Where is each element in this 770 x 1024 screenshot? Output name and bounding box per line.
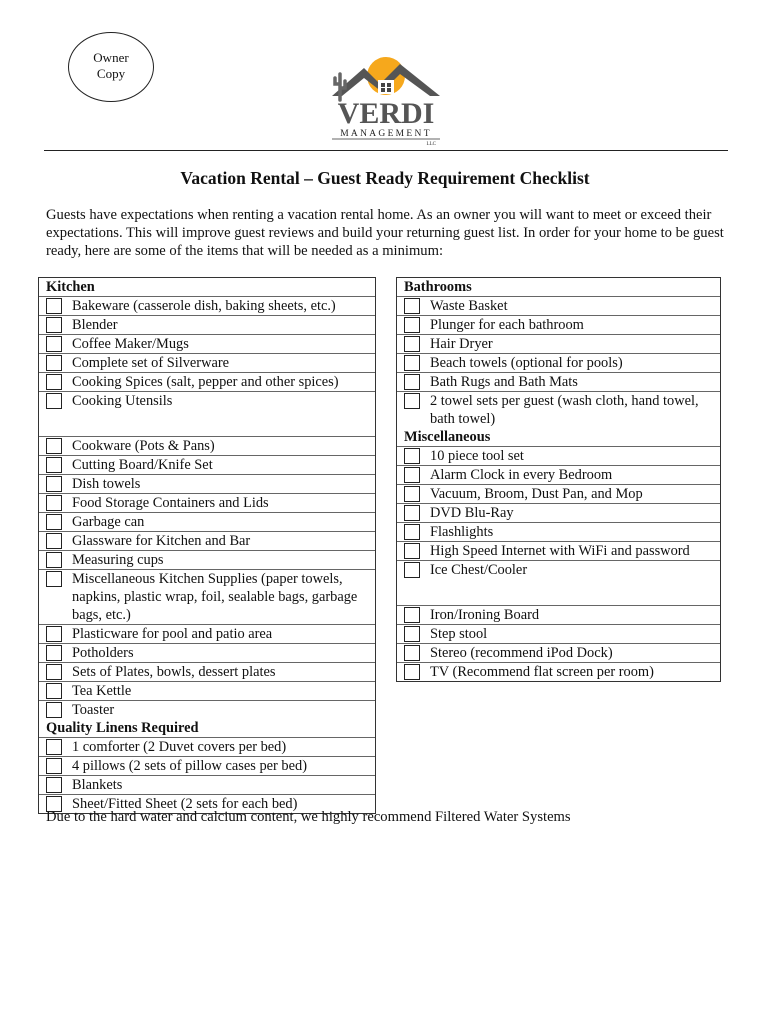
checklist-item-label: Coffee Maker/Mugs	[72, 336, 189, 352]
checkbox[interactable]	[46, 739, 62, 755]
checkbox[interactable]	[404, 374, 420, 390]
checklist-item	[39, 663, 375, 682]
checklist-item-label: Hair Dryer	[430, 336, 493, 352]
checklist-item-label: Potholders	[72, 645, 134, 661]
checklist-item	[39, 532, 375, 551]
checklist-item	[39, 297, 375, 316]
checkbox[interactable]	[404, 486, 420, 502]
checklist-item-label: Tea Kettle	[72, 683, 132, 699]
logo-llc: LLC	[426, 142, 436, 147]
checklist-item-label: Vacuum, Broom, Dust Pan, and Mop	[430, 486, 643, 502]
checklist-item-label: Cutting Board/Knife Set	[72, 457, 213, 473]
checkbox[interactable]	[46, 336, 62, 352]
checklist-item-label: Step stool	[430, 626, 488, 642]
checklist-item	[39, 551, 375, 570]
checklist-item	[39, 570, 375, 625]
checkbox[interactable]	[404, 626, 420, 642]
checklist-item	[397, 316, 720, 335]
checklist-item-label: Bakeware (casserole dish, baking sheets, etc.)	[72, 298, 336, 314]
checklist-item-label: Flashlights	[430, 524, 494, 540]
checklist-item	[397, 447, 720, 466]
checklist-item	[397, 561, 720, 579]
checkbox[interactable]	[46, 664, 62, 680]
checklist-item-label: Cookware (Pots & Pans)	[72, 438, 215, 454]
checklist-item-label: Stereo (recommend iPod Dock)	[430, 645, 613, 661]
checkbox[interactable]	[46, 438, 62, 454]
checklist-item	[39, 701, 375, 719]
checkbox[interactable]	[404, 664, 420, 680]
bathrooms-heading: Bathrooms	[397, 278, 720, 297]
checkbox[interactable]	[404, 524, 420, 540]
checklist-item	[39, 682, 375, 701]
owner-copy-stamp	[68, 32, 154, 102]
checklist-item-label: Beach towels (optional for pools)	[430, 355, 623, 371]
checklist-item-label: Glassware for Kitchen and Bar	[72, 533, 251, 549]
checklist-item-label: Alarm Clock in every Bedroom	[430, 467, 613, 483]
checkbox[interactable]	[46, 626, 62, 642]
checklist-item	[39, 456, 375, 475]
checklist-item	[39, 644, 375, 663]
logo-name: VERDI	[337, 97, 435, 130]
checklist-item-label: Measuring cups	[72, 552, 164, 568]
checklist-item	[397, 466, 720, 485]
checkbox[interactable]	[46, 457, 62, 473]
checkbox[interactable]	[404, 645, 420, 661]
checkbox[interactable]	[46, 683, 62, 699]
kitchen-heading: Kitchen	[39, 278, 375, 297]
checklist-item-label: Cooking Spices (salt, pepper and other spices)	[72, 374, 339, 390]
checklist-item-label: DVD Blu-Ray	[430, 505, 514, 521]
checklist-item	[39, 475, 375, 494]
checklist-item	[39, 316, 375, 335]
checkbox[interactable]	[46, 571, 62, 587]
page-title: Vacation Rental – Guest Ready Requirement Checklist	[180, 168, 590, 188]
checkbox[interactable]	[46, 777, 62, 793]
misc-heading: Miscellaneous	[397, 428, 720, 447]
checklist-item-label: Toaster	[72, 702, 115, 718]
checkbox[interactable]	[404, 543, 420, 559]
checklist-item-label: Blankets	[72, 777, 123, 793]
checklist-item	[397, 663, 720, 681]
blank-row	[39, 410, 375, 437]
checkbox[interactable]	[46, 298, 62, 314]
checklist-item-label: Ice Chest/Cooler	[430, 562, 528, 578]
intro-paragraph: Guests have expectations when renting a vacation rental home. As an owner you will want to meet or exceed their expectations. This will improve guest reviews and build your returning guest list. In order for your home to be guest ready, here are some of the items that will be needed as a minimum:	[46, 207, 724, 259]
checklist-item	[397, 373, 720, 392]
checkbox[interactable]	[404, 317, 420, 333]
checklist-item	[397, 335, 720, 354]
logo-sub: MANAGEMENT	[340, 129, 432, 139]
stamp-line-2: Copy	[96, 66, 126, 81]
checklist-item-label: Miscellaneous Kitchen Supplies (paper towels, napkins, plastic wrap, foil, sealable bags, garbage bags, etc.)	[72, 571, 358, 623]
checklist-item-label: Dish towels	[72, 476, 141, 492]
checkbox[interactable]	[404, 467, 420, 483]
right-checklist	[396, 277, 721, 682]
checklist-item-label: Blender	[72, 317, 118, 333]
checklist-item-label: Sheet/Fitted Sheet (2 sets for each bed)	[72, 796, 298, 812]
checklist-item	[39, 738, 375, 757]
checklist-item	[397, 485, 720, 504]
checkbox[interactable]	[46, 374, 62, 390]
checkbox[interactable]	[404, 298, 420, 314]
checklist-item	[39, 776, 375, 795]
checkbox[interactable]	[46, 552, 62, 568]
checkbox[interactable]	[46, 355, 62, 371]
checkbox[interactable]	[46, 758, 62, 774]
verdi-logo	[326, 50, 446, 150]
checklist-item-label: Plunger for each bathroom	[430, 317, 584, 333]
checklist-item-label: Cooking Utensils	[72, 393, 173, 409]
checklist-item	[39, 354, 375, 373]
checklist-item-label: Bath Rugs and Bath Mats	[430, 374, 578, 390]
header-divider	[44, 150, 728, 151]
checkbox[interactable]	[404, 448, 420, 464]
checklist-item-label: TV (Recommend flat screen per room)	[430, 664, 654, 680]
checkbox[interactable]	[404, 393, 420, 409]
checkbox[interactable]	[46, 645, 62, 661]
checkbox[interactable]	[46, 495, 62, 511]
checkbox[interactable]	[46, 317, 62, 333]
blank-row	[397, 579, 720, 606]
checklist-item	[39, 373, 375, 392]
checklist-item	[397, 644, 720, 663]
checklist-item	[39, 513, 375, 532]
checklist-item	[39, 625, 375, 644]
checkbox[interactable]	[46, 533, 62, 549]
checklist-item	[397, 392, 720, 428]
checklist-item	[397, 354, 720, 373]
checkbox[interactable]	[46, 393, 62, 409]
checklist-item	[397, 297, 720, 316]
checklist-item	[397, 504, 720, 523]
checkbox[interactable]	[404, 505, 420, 521]
checklist-item-label: Food Storage Containers and Lids	[72, 495, 269, 511]
checkbox[interactable]	[404, 355, 420, 371]
checklist-item	[397, 523, 720, 542]
checklist-item	[39, 494, 375, 513]
checklist-item-label: 4 pillows (2 sets of pillow cases per bed)	[72, 758, 308, 774]
checklist-item-label: Plasticware for pool and patio area	[72, 626, 273, 642]
footer-note: Due to the hard water and calcium content, we highly recommend Filtered Water Systems	[46, 809, 571, 825]
checklist-item	[397, 625, 720, 644]
checklist-item-label: Garbage can	[72, 514, 145, 530]
checklist-item-label: Complete set of Silverware	[72, 355, 230, 371]
checkbox[interactable]	[46, 514, 62, 530]
checkbox[interactable]	[404, 607, 420, 623]
checklist-item	[397, 542, 720, 561]
checklist-item-label: High Speed Internet with WiFi and password	[430, 543, 690, 559]
linens-heading: Quality Linens Required	[39, 719, 375, 738]
checklist-item	[39, 757, 375, 776]
checklist-item	[39, 437, 375, 456]
checklist-item-label: 2 towel sets per guest (wash cloth, hand towel, bath towel)	[430, 393, 699, 427]
stamp-line-1: Owner	[93, 50, 129, 65]
checklist-item-label: Iron/Ironing Board	[430, 607, 540, 623]
checklist-item-label: Sets of Plates, bowls, dessert plates	[72, 664, 276, 680]
checkbox[interactable]	[46, 476, 62, 492]
checkbox[interactable]	[404, 562, 420, 578]
checkbox[interactable]	[46, 702, 62, 718]
checklist-item	[397, 606, 720, 625]
checklist-item	[39, 335, 375, 354]
checkbox[interactable]	[404, 336, 420, 352]
checklist-item	[39, 392, 375, 410]
left-checklist	[38, 277, 376, 814]
checklist-item-label: 10 piece tool set	[430, 448, 524, 464]
checklist-item-label: 1 comforter (2 Duvet covers per bed)	[72, 739, 287, 755]
checklist-item-label: Waste Basket	[430, 298, 508, 314]
